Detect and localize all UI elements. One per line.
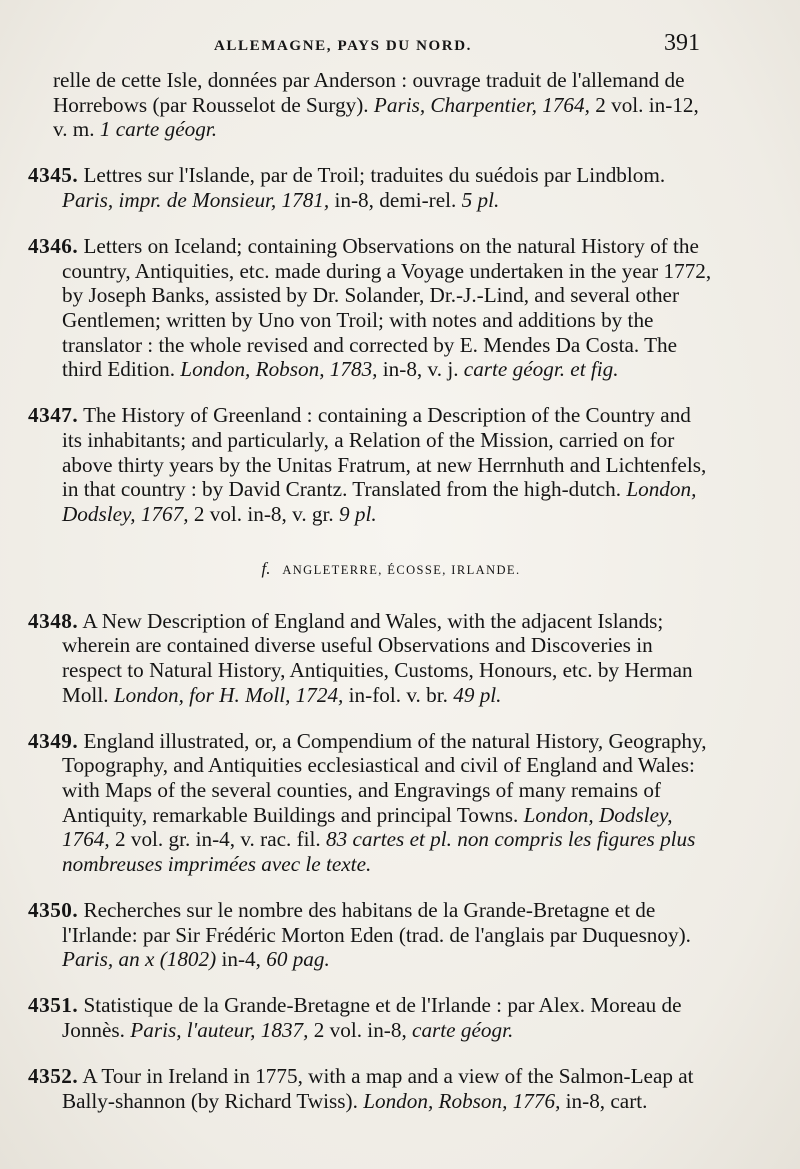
entry-text: England illustrated, or, a Compendium of the natural History, Geography, Topography, and Antiquities ecclesiastical and civil of England and Wales: with Maps of the several counties, and Engravings of many remains of Antiquity, remarkable Buildings and principal Towns. <box>62 728 707 827</box>
entry-imprint: Paris, impr. de Monsieur, 1781, <box>62 188 330 212</box>
entry-number: 4350. <box>28 897 79 922</box>
entry-note: carte géogr. et fig. <box>463 357 619 382</box>
section-title: ANGLETERRE, ÉCOSSE, IRLANDE. <box>282 562 521 577</box>
catalogue-entry <box>28 163 714 212</box>
catalogue-entry <box>28 403 714 527</box>
catalogue-entry <box>28 729 714 877</box>
catalogue-entry <box>28 1064 714 1113</box>
page-header <box>0 30 800 64</box>
catalogue-entry <box>28 609 714 708</box>
entry-note: 9 pl. <box>339 502 377 527</box>
entry-number: 4346. <box>28 233 79 258</box>
entry-format: in-fol. v. br. <box>343 682 454 707</box>
entry-imprint: London, Robson, 1776, <box>363 1088 561 1113</box>
entry-format: 2 vol. in-8, <box>308 1017 413 1042</box>
entry-number: 4345. <box>28 163 79 188</box>
entry-text: Recherches sur le nombre des habitans de la Grande-Bretagne et de l'Irlande: par Sir Frédéric Morton Eden (trad. de l'anglais par Duquesnoy). <box>62 897 691 947</box>
catalogue-entry <box>28 993 714 1042</box>
entry-imprint: London, Dodsley, 1764, <box>62 802 673 852</box>
entry-format: 2 vol. in-12, v. m. <box>53 92 699 142</box>
running-head: ALLEMAGNE, PAYS DU NORD. <box>214 38 473 54</box>
entry-text: A New Description of England and Wales, with the adjacent Islands; wherein are contained diverse useful Observations and Discoveries in respect to Natural History, Antiquities, Customs, Honours, etc. by Herman Moll. <box>62 608 693 707</box>
entry-number: 4351. <box>28 993 79 1018</box>
entry-note: 5 pl. <box>461 188 500 212</box>
entry-text: relle de cette Isle, données par Anderson : ouvrage traduit de l'allemand de Horrebows (par Rousselot de Surgy). <box>53 68 685 117</box>
entry-imprint: London, Robson, 1783, <box>180 357 378 382</box>
section-letter: f. <box>261 558 271 578</box>
catalogue-body <box>28 68 714 1116</box>
entry-text: Statistique de la Grande-Bretagne et de l'Irlande : par Alex. Moreau de Jonnès. <box>62 993 682 1042</box>
entry-format: in-8, demi-rel. <box>329 188 462 212</box>
entry-imprint: Paris, an x (1802) <box>62 947 217 972</box>
entry-text: Lettres sur l'Islande, par de Troil; traduites du suédois par Lindblom. <box>83 163 666 188</box>
page-number: 391 <box>664 30 700 56</box>
entry-imprint: London, Dodsley, 1767, <box>62 477 697 527</box>
entry-text: Letters on Iceland; containing Observations on the natural History of the country, Antiquities, etc. made during a Voyage undertaken in the year 1772, by Joseph Banks, assisted by Dr. Solander, Dr.-J.-Lind, and several other Gentlemen; written by Uno von Troil; with notes and additions by the translator : the whole revised and corrected by E. Mendes Da Costa. The third Edition. <box>62 233 712 382</box>
entry-imprint: Paris, l'auteur, 1837, <box>130 1017 309 1042</box>
entry-number: 4348. <box>28 608 79 633</box>
entry-text: The History of Greenland : containing a Description of the Country and its inhabitants; and particularly, a Relation of the Mission, carried on for above thirty years by the Unitas Fratrum, at new Herrnhuth and Lichtenfels, in that country : by David Crantz. Translated from the high-dutch. <box>62 403 707 502</box>
continued-entry <box>28 68 714 142</box>
catalogue-entry <box>28 898 714 972</box>
entry-number: 4352. <box>28 1063 79 1088</box>
catalogue-entry <box>28 234 714 382</box>
entry-note: 49 pl. <box>453 682 502 707</box>
entry-format: in-8, cart. <box>560 1088 648 1113</box>
entry-note: 60 pag. <box>266 947 330 972</box>
entry-number: 4347. <box>28 403 79 428</box>
entry-text: A Tour in Ireland in 1775, with a map and a view of the Salmon-Leap at Bally-shannon (by Richard Twiss). <box>62 1063 694 1113</box>
entry-note: 83 cartes et pl. non compris les figures plus nombreuses imprimées avec le texte. <box>62 827 696 877</box>
entry-format: in-8, v. j. <box>377 357 464 382</box>
entry-format: 2 vol. in-8, v. gr. <box>188 502 339 527</box>
entry-number: 4349. <box>28 728 79 753</box>
entry-note: carte géogr. <box>412 1017 514 1042</box>
entry-format: in-4, <box>216 947 267 972</box>
section-heading <box>28 557 714 583</box>
entry-note: 1 carte géogr. <box>99 117 217 142</box>
entry-imprint: Paris, Charpentier, 1764, <box>373 92 590 117</box>
entry-format: 2 vol. gr. in-4, v. rac. fil. <box>109 827 327 852</box>
entry-imprint: London, for H. Moll, 1724, <box>113 682 344 707</box>
